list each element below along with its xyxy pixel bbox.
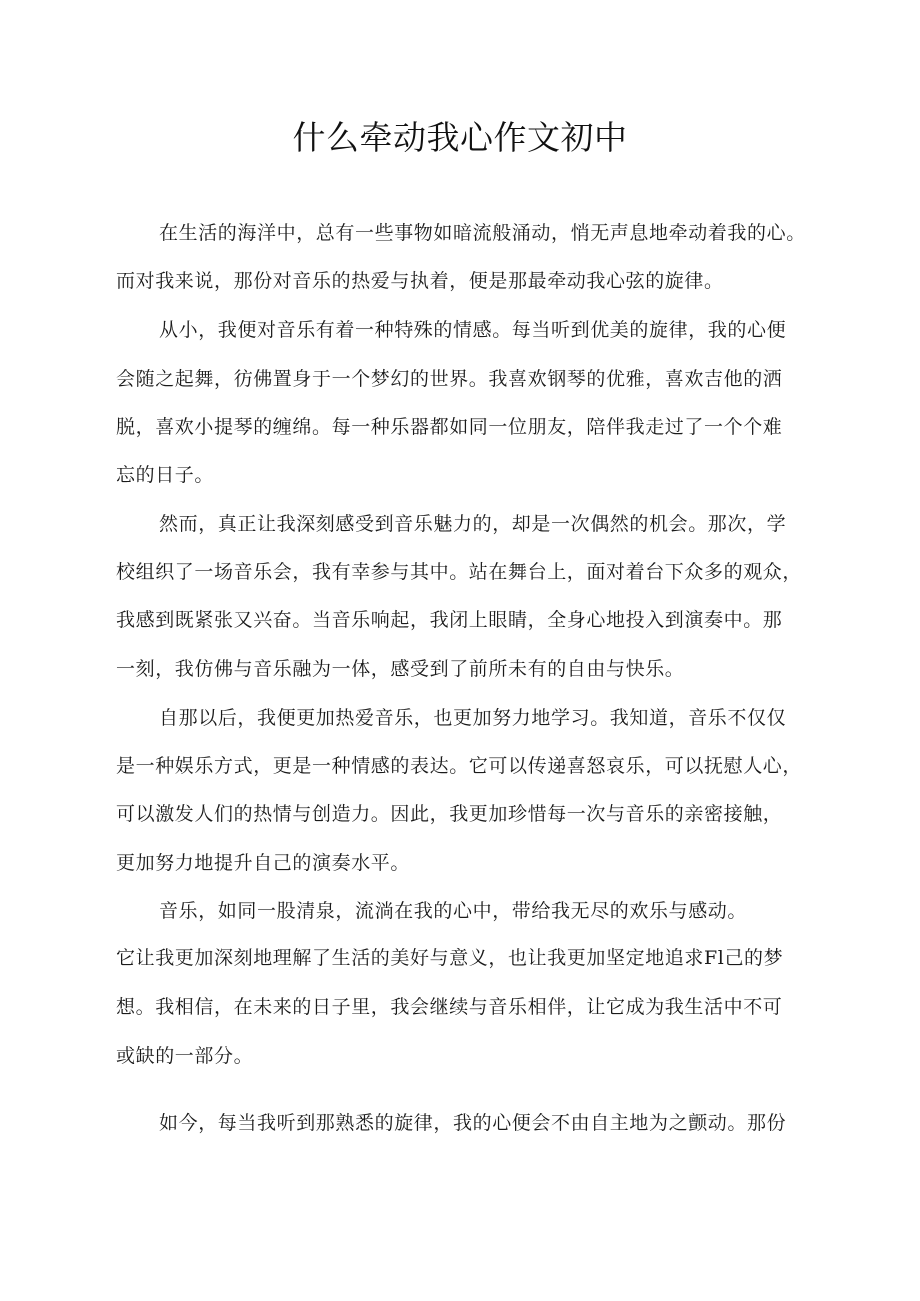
paragraph-line: 是一种娱乐方式，更是一种情感的表达。它可以传递喜怒哀乐，可以抚慰人心， bbox=[116, 755, 803, 777]
paragraph-line: 会随之起舞，彷佛置身于一个梦幻的世界。我喜欢钢琴的优雅，喜欢吉他的洒 bbox=[116, 368, 783, 390]
paragraph-line: 如今，每当我听到那熟悉的旋律，我的心便会不由自主地为之颤动。那份 bbox=[159, 1112, 787, 1134]
paragraph-line: 一刻，我仿佛与音乐融为一体，感受到了前所未有的自由与快乐。 bbox=[116, 658, 685, 680]
paragraph-line: 想。我相信，在未来的日子里，我会继续与音乐相伴，让它成为我生活中不可 bbox=[116, 996, 783, 1018]
paragraph-line: 而对我来说，那份对音乐的热爱与执着，便是那最牵动我心弦的旋律。 bbox=[116, 270, 724, 292]
page-title: 什么牵动我心作文初中 bbox=[292, 118, 628, 157]
paragraph-line: 校组织了一场音乐会，我有幸参与其中。站在舞台上，面对着台下众多的观众， bbox=[116, 561, 803, 583]
paragraph-line: 忘的日子。 bbox=[116, 464, 215, 486]
paragraph-line: 我感到既紧张又兴奋。当音乐响起，我闭上眼睛，全身心地投入到演奏中。那 bbox=[116, 609, 783, 631]
paragraph-line: 它让我更加深刻地理解了生活的美好与意义，也让我更加坚定地追求Fl己的梦 bbox=[116, 947, 784, 969]
paragraph-line: 从小，我便对音乐有着一种特殊的情感。每当听到优美的旋律，我的心便 bbox=[159, 319, 787, 341]
paragraph-line: 然而，真正让我深刻感受到音乐魅力的，却是一次偶然的机会。那次，学 bbox=[159, 513, 787, 535]
paragraph-line: 更加努力地提升自己的演奏水平。 bbox=[116, 852, 411, 874]
paragraph-line: 或缺的一部分。 bbox=[116, 1045, 254, 1067]
paragraph-line: 在生活的海洋中，总有一些事物如暗流般涌动，悄无声息地牵动着我的心。 bbox=[159, 222, 806, 244]
paragraph-line: 自那以后，我便更加热爱音乐，也更加努力地学习。我知道，音乐不仅仅 bbox=[159, 707, 787, 729]
paragraph-line: 脱，喜欢小提琴的缠绵。每一种乐器都如同一位朋友，陪伴我走过了一个个难 bbox=[116, 416, 783, 438]
paragraph-line: 可以激发人们的热情与创造力。因此，我更加珍惜每一次与音乐的亲密接触， bbox=[116, 803, 783, 825]
paragraph-line: 音乐，如同一股清泉，流淌在我的心中，带给我无尽的欢乐与感动。 bbox=[159, 900, 748, 922]
